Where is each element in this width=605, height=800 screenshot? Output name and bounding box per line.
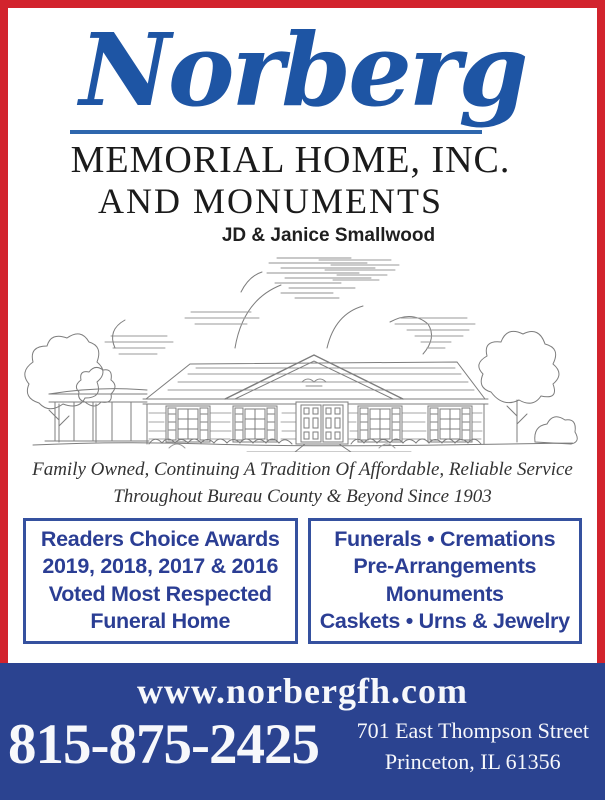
website-url: www.norbergfh.com — [137, 671, 468, 711]
awards-line: Funeral Home — [90, 609, 231, 634]
contact-row — [0, 713, 605, 777]
services-box — [308, 518, 583, 644]
awards-line: 2019, 2018, 2017 & 2016 — [42, 554, 279, 579]
services-line: Pre-Arrangements — [353, 554, 537, 579]
awards-line: Voted Most Respected — [48, 581, 272, 606]
awards-box — [23, 518, 298, 644]
info-boxes — [8, 518, 597, 644]
street-address — [357, 715, 589, 777]
logo-wordmark: Norberg — [79, 11, 526, 129]
building-illustration — [19, 252, 586, 452]
services-line: Monuments — [385, 581, 504, 606]
address-line2: Princeton, IL 61356 — [384, 748, 561, 774]
tagline — [8, 457, 597, 511]
phone-number: 815-875-2425 — [8, 713, 319, 777]
business-name-line2: AND MONUMENTS — [97, 180, 443, 221]
footer-banner — [0, 663, 605, 800]
tagline-line2: Throughout Bureau County & Beyond Since 1903 — [113, 485, 492, 507]
awards-line: Readers Choice Awards — [40, 526, 280, 551]
business-name-line1: MEMORIAL HOME, INC. — [70, 139, 511, 181]
owners-names: JD & Janice Smallwood — [221, 224, 436, 246]
tagline-line1: Family Owned, Continuing A Tradition Of Affordable, Reliable Service — [32, 458, 573, 480]
services-line: Caskets • Urns & Jewelry — [319, 609, 570, 634]
address-line1: 701 East Thompson Street — [356, 717, 589, 743]
services-line: Funerals • Cremations — [334, 526, 556, 551]
logo-underline — [70, 130, 482, 134]
